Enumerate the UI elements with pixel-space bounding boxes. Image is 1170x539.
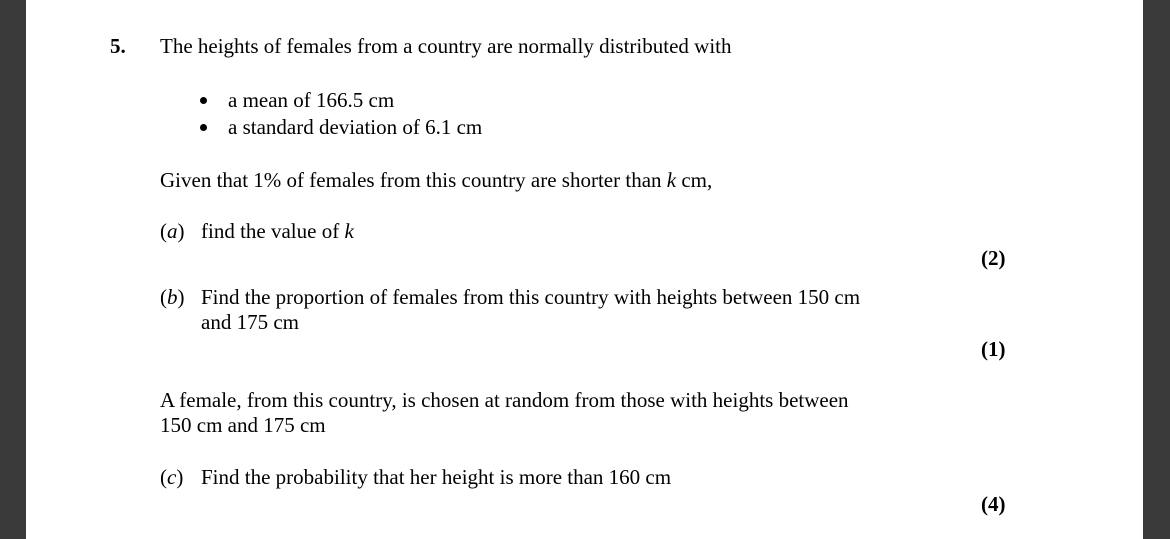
part-c-label: (c) <box>160 465 184 489</box>
question-intro: The heights of females from a country are normally distributed with <box>160 34 732 58</box>
context-line-2: 150 cm and 175 cm <box>160 413 326 437</box>
given-text-before: Given that 1% of females from this country are shorter than <box>160 168 667 192</box>
part-a-marks: (2) <box>981 246 1006 270</box>
part-b-label: (b) <box>160 285 185 309</box>
bullet-standard-deviation: a standard deviation of 6.1 cm <box>228 115 483 139</box>
question-number: 5. <box>110 34 126 58</box>
part-c-text: Find the probability that her height is more than 160 cm <box>201 465 672 489</box>
bullet-icon <box>200 124 207 131</box>
part-c-marks: (4) <box>981 492 1006 516</box>
part-a-variable: k <box>344 219 354 243</box>
given-text-after: cm, <box>676 168 713 192</box>
given-variable: k <box>666 168 677 192</box>
given-statement <box>160 168 712 192</box>
exam-page <box>26 0 1143 539</box>
part-b-marks: (1) <box>981 337 1006 361</box>
part-a-label: (a) <box>160 219 185 243</box>
bullet-mean: a mean of 166.5 cm <box>228 88 395 112</box>
part-b-line-2: and 175 cm <box>201 310 299 334</box>
part-b-line-1: Find the proportion of females from this country with heights between 150 cm <box>201 285 861 309</box>
bullet-icon <box>200 97 207 104</box>
part-a-text: find the value of k <box>201 219 354 243</box>
context-line-1: A female, from this country, is chosen at random from those with heights between <box>160 388 849 412</box>
